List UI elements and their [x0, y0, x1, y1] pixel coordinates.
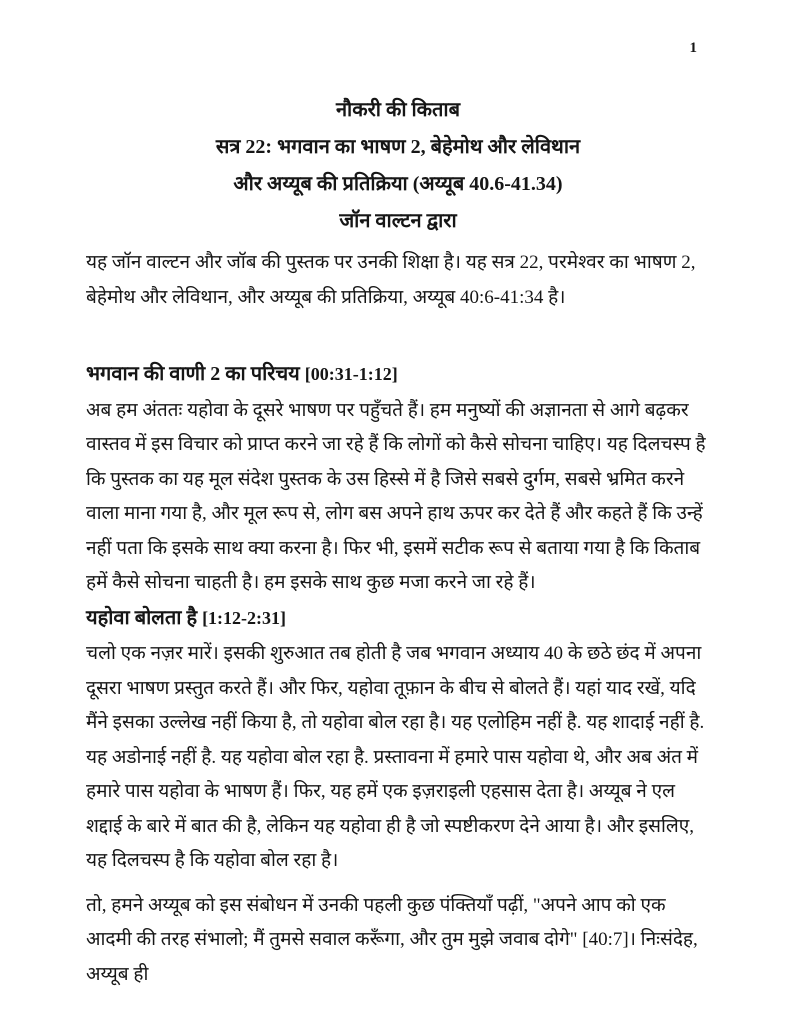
section-paragraph: तो, हमने अय्यूब को इस संबोधन में उनकी पहली कुछ पंक्तियाँ पढ़ीं, "अपने आप को एक आदमी की तरह संभालो; मैं तुमसे सवाल करूँगा, और तुम मुझे जवाब दोगे" [40:7]। निःसंदेह, अय्यूब ही [86, 894, 698, 985]
section-heading-timestamp: [00:31-1:12] [304, 364, 398, 384]
doc-title-line-3: और अय्यूब की प्रतिक्रिया (अय्यूब 40.6-41.34) [233, 173, 563, 195]
section-heading-timestamp: [1:12-2:31] [202, 607, 287, 628]
doc-title-line-1: नौकरी की किताब [335, 99, 461, 121]
section-heading-text: यहोवा बोलता है [86, 606, 198, 629]
section-paragraph: अब हम अंततः यहोवा के दूसरे भाषण पर पहुँचते हैं। हम मनुष्यों की अज्ञानता से आगे बढ़कर वास्तव में इस विचार को प्राप्त करने जा रहे हैं कि लोगों को कैसे सोचना चाहिए। यह दिलचस्प है कि पुस्तक का यह मूल संदेश पुस्तक के उस हिस्से में है जिसे सबसे दुर्गम, सबसे भ्रमित करने वाला माना गया है, और मूल रूप से, लोग बस अपने हाथ ऊपर कर देते हैं और कहते हैं कि उन्हें नहीं पता कि इसके साथ क्या करना है। फिर भी, इसमें सटीक रूप से बताया गया है कि किताब हमें कैसे सोचना चाहती है। हम इसके साथ कुछ मजा करने जा रहे हैं। [86, 399, 706, 593]
section-heading [86, 357, 710, 392]
section-gods-speech-intro [86, 357, 710, 601]
doc-title-line-2: सत्र 22: भगवान का भाषण 2, बेहेमोथ और लेविथान [215, 136, 581, 158]
section-heading-text: भगवान की वाणी 2 का परिचय [86, 363, 300, 385]
section-yahweh-speaks [86, 601, 710, 993]
title-block [86, 92, 710, 240]
section-heading [86, 601, 710, 636]
page-number: 1 [689, 40, 697, 56]
section-paragraph: चलो एक नज़र मारें। इसकी शुरुआत तब होती है जब भगवान अध्याय 40 के छठे छंद में अपना दूसरा भाषण प्रस्तुत करते हैं। और फिर, यहोवा तूफ़ान के बीच से बोलते हैं। यहां याद रखें, यदि मैंने इसका उल्लेख नहीं किया है, तो यहोवा बोल रहा है। यह एलोहिम नहीं है. यह शादाई नहीं है. यह अडोनाई नहीं है. यह यहोवा बोल रहा है. प्रस्तावना में हमारे पास यहोवा थे, और अब अंत में हमारे पास यहोवा के भाषण हैं। फिर, यह हमें एक इज़राइली एहसास देता है। अय्यूब ने एल शद्दाई के बारे में बात की है, लेकिन यह यहोवा ही है जो स्पष्टीकरण देने आया है। और इसलिए, यह दिलचस्प है कि यहोवा बोल रहा है। [86, 643, 705, 871]
intro-paragraph: यह जॉन वाल्टन और जॉब की पुस्तक पर उनकी शिक्षा है। यह सत्र 22, परमेश्वर का भाषण 2, बेहेमोथ और लेविथान, और अय्यूब की प्रतिक्रिया, अय्यूब 40:6-41:34 है। [86, 252, 696, 308]
doc-title-author: जॉन वाल्टन द्वारा [339, 210, 457, 232]
document-content [86, 92, 710, 992]
